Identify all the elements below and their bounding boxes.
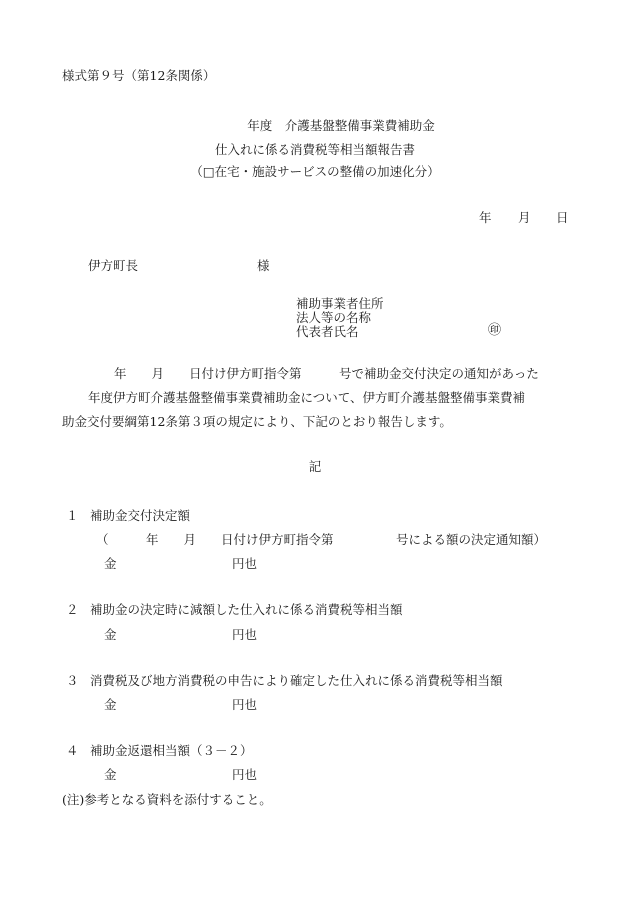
sender-rep-label: 代表者氏名 <box>296 324 359 339</box>
date-year-label: 年 <box>479 210 492 225</box>
kin-label: 金 <box>104 767 117 782</box>
title-line-2: 仕入れに係る消費税等相当額報告書 <box>214 142 415 157</box>
item-number: ２ <box>66 602 79 617</box>
title-line-1: 年度 介護基盤整備事業費補助金 <box>247 118 435 133</box>
item-number: １ <box>66 508 79 523</box>
form-number: 様式第９号（第12条関係） <box>62 68 216 83</box>
body-line-1: 年 月 日付け伊方町指令第 号で補助金交付決定の通知があった <box>114 366 539 381</box>
date-month-label: 月 <box>518 210 531 225</box>
item-label: 消費税及び地方消費税の申告により確定した仕入れに係る消費税等相当額 <box>90 673 503 688</box>
item-number: ４ <box>66 743 79 758</box>
kin-label: 金 <box>104 627 117 642</box>
kin-label: 金 <box>104 556 117 571</box>
attachment-note: (注)参考となる資料を添付すること。 <box>62 792 272 807</box>
sender-address-label: 補助事業者住所 <box>296 296 384 311</box>
item-label: 補助金の決定時に減額した仕入れに係る消費税等相当額 <box>90 602 403 617</box>
addressee-name: 伊方町長 <box>88 258 139 273</box>
item-number: ３ <box>66 673 79 688</box>
sender-corp-label: 法人等の名称 <box>296 310 372 325</box>
enya-label: 円也 <box>232 767 258 782</box>
enya-label: 円也 <box>232 556 258 571</box>
enya-label: 円也 <box>232 627 258 642</box>
body-line-2: 年度伊方町介護基盤整備事業費補助金について、伊方町介護基盤整備事業費補 <box>88 390 526 405</box>
ki-heading: 記 <box>308 459 322 474</box>
item-sub-note: （ 年 月 日付け伊方町指令第 号による額の決定通知額） <box>96 532 547 547</box>
enya-label: 円也 <box>232 697 258 712</box>
item-label: 補助金返還相当額（３－２） <box>90 743 253 758</box>
addressee-honorific: 様 <box>257 258 270 273</box>
date-day-label: 日 <box>556 210 569 225</box>
kin-label: 金 <box>104 697 117 712</box>
body-line-3: 助金交付要綱第12条第３項の規定により、下記のとおり報告します。 <box>62 414 452 429</box>
title-line-3: （□在宅・施設サービスの整備の加速化分） <box>190 164 440 179</box>
item-label: 補助金交付決定額 <box>90 508 191 523</box>
seal-mark: ㊞ <box>488 323 502 338</box>
